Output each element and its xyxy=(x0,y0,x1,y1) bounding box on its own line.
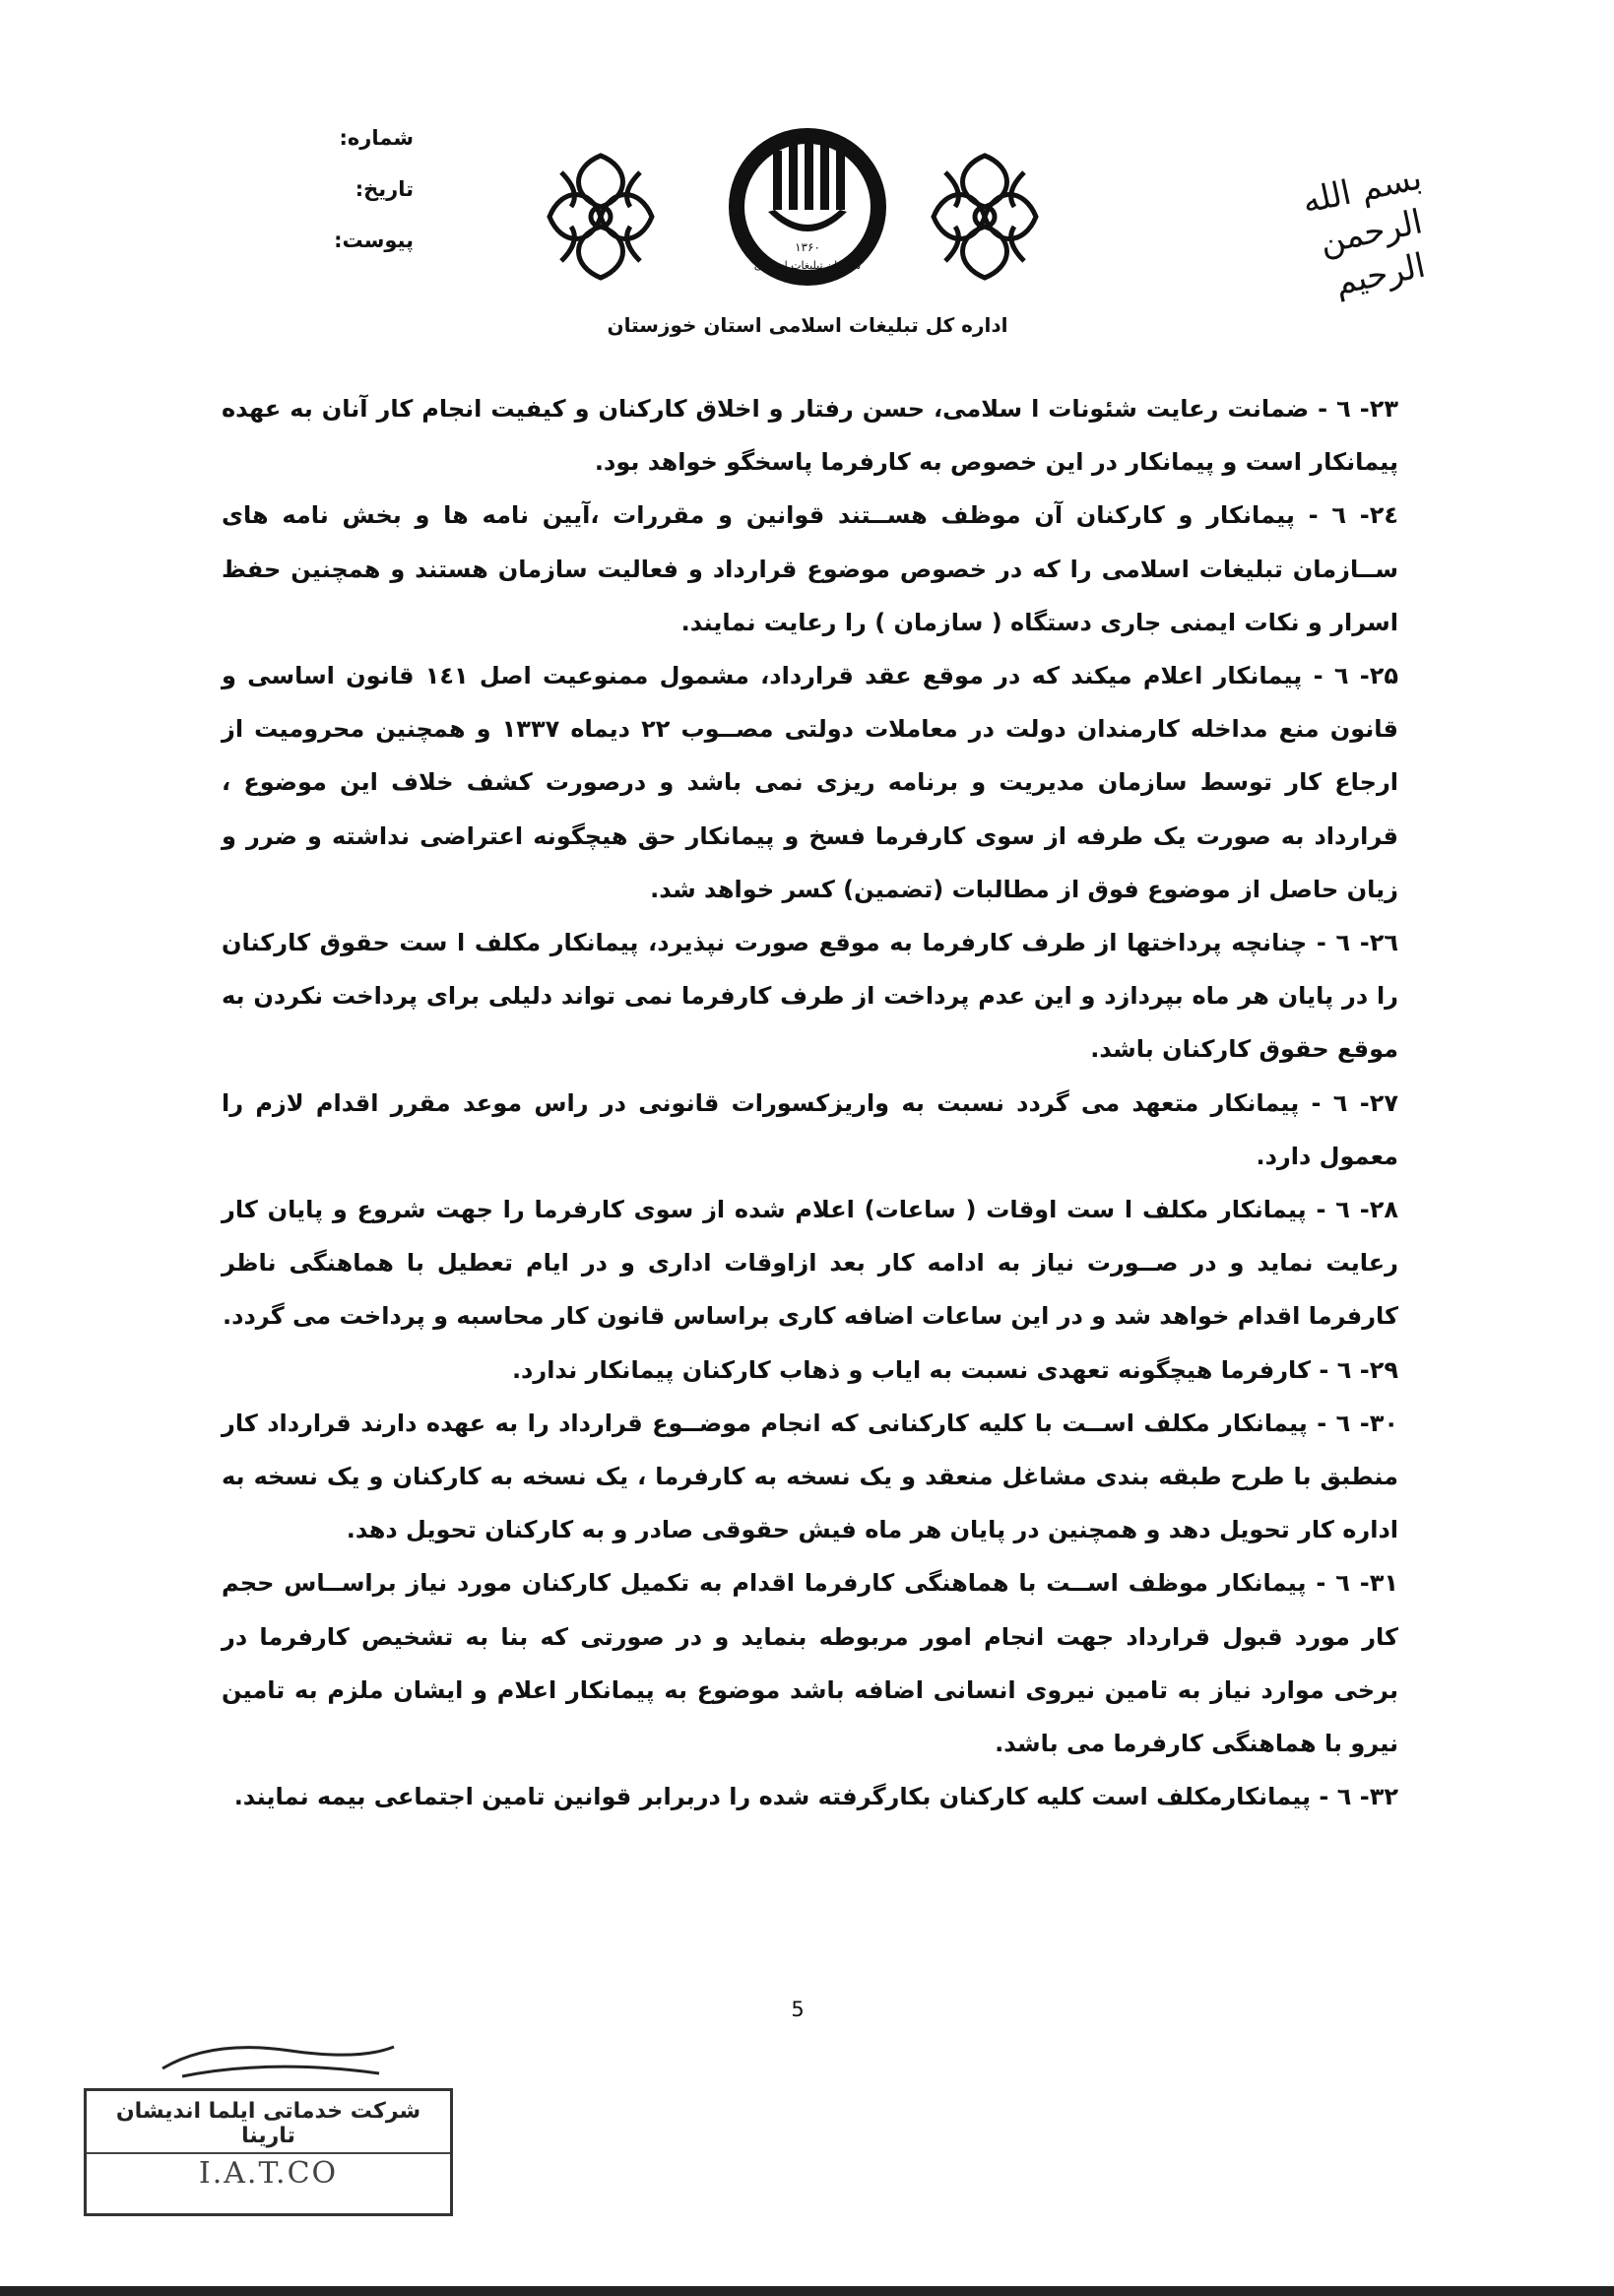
number-label: شماره: xyxy=(339,126,414,150)
clause-32: ۳۲- ٦ - پیمانکارمکلف است کلیه کارکنان بکارگرفته شده را دربرابر قوانین تامین اجتماعی بیمه نمایند. xyxy=(233,1783,1398,1811)
clause-27: ۲۷- ٦ - پیمانکار متعهد می گردد نسبت به واریزکسورات قانونی در راس موعد مقرر اقدام لازم را معمول دارد. xyxy=(222,1088,1398,1170)
ornament-right xyxy=(926,148,1044,286)
date-label: تاریخ: xyxy=(355,177,414,201)
attachment-label: پیوست: xyxy=(334,229,414,252)
page-number: 5 xyxy=(791,1998,805,2021)
clause-30: ۳۰- ٦ - پیمانکار مکلف اســت با کلیه کارکنانی که انجام موضــوع قرارداد را به عهده دارند قرارداد کار منطبق با طرح طبقه بندی مشاغل منعقد و یک نسخه به کارفرما ، یک نسخه به کارکنان و یک نسخه به اداره کار تحویل دهد و همچنین در پایان هر ماه فیش حقوقی صادر و به کارکنان تحویل دهد. xyxy=(222,1409,1398,1544)
clause-24: ۲٤- ٦ - پیمانکار و کارکنان آن موظف هســتند قوانین و مقررات ،آیین نامه ها و بخش نامه های ســازمان تبلیغات اسلامی را که در خصوص موضوع قرارداد و فعالیت سازمان هستند و همچنین حفظ اسرار و نکات ایمنی جاری دستگاه ( سازمان ) را رعایت نمایند. xyxy=(222,501,1399,636)
clause-26: ۲٦- ٦ - چنانچه پرداختها از طرف کارفرما به موقع صورت نپذیرد، پیمانکار مکلف ا ست حقوق کارکنان را در پایان هر ماه بپردازد و این عدم پرداخت از طرف کارفرما نمی تواند دلیلی برای پرداخت نکردن به موقع حقوق کارکنان باشد. xyxy=(222,929,1398,1064)
stamp-box xyxy=(84,2088,453,2216)
clause-28: ۲۸- ٦ - پیمانکار مکلف ا ست اوقات ( ساعات) اعلام شده از سوی کارفرما را جهت شروع و پایان کار رعایت نماید و در صــورت نیاز به ادامه کار بعد ازاوقات اداری و در ایام تعطیل با هماهنگی ناظر کارفرما اقدام خواهد شد و در این ساعات اضافه کاری براساس قانون کار محاسبه و پرداخت می گردد. xyxy=(222,1196,1398,1331)
page-bottom-edge xyxy=(0,2286,1614,2296)
letter-meta xyxy=(236,126,414,280)
organization-logo xyxy=(724,123,891,291)
basmala: بسم الله الرحمن الرحیم xyxy=(1299,158,1429,303)
stamp-company-name: شرکت خدماتی ایلما اندیشان تارینا xyxy=(87,2099,450,2154)
organization-name: اداره کل تبلیغات اسلامی استان خوزستان xyxy=(607,313,1008,337)
company-stamp xyxy=(84,2029,468,2226)
clause-25: ۲۵- ٦ - پیمانکار اعلام میکند که در موقع عقد قرارداد، مشمول ممنوعیت اصل ۱٤۱ قانون اساسی و قانون منع مداخله کارمندان دولت در معاملات دولتی مصــوب ۲۲ دیماه ۱۳۳۷ و همچنین محرومیت از ارجاع کار توسط سازمان مدیریت و برنامه ریزی نمی باشد و درصورت کشف خلاف این موضوع ، قرارداد به صورت یک طرفه از سوی کارفرما فسخ و پیمانکار حق هیچگونه اعتراضی نداشته و ضرر و زیان حاصل از موضوع فوق از مطالبات (تضمین) کسر خواهد شد. xyxy=(222,662,1399,903)
clause-23: ۲۳- ٦ - ضمانت رعایت شئونات ا سلامی، حسن رفتار و اخلاق کارکنان و کیفیت انجام کار آنان به عهده پیمانکار است و پیمانکار در این خصوص به کارفرما پاسخگو خواهد بود. xyxy=(222,395,1399,477)
logo-text: سازمان تبلیغات اسلامی xyxy=(753,259,862,272)
clause-29: ۲۹- ٦ - کارفرما هیچگونه تعهدی نسبت به ایاب و ذهاب کارکنان پیمانکار ندارد. xyxy=(511,1355,1398,1384)
contract-clauses xyxy=(222,382,1398,1823)
ornament-left xyxy=(542,148,660,286)
stamp-abbreviation: I.A.T.CO xyxy=(198,2156,339,2191)
logo-year: ۱۳۶۰ xyxy=(795,240,820,254)
clause-31: ۳۱- ٦ - پیمانکار موظف اســت با هماهنگی کارفرما اقدام به تکمیل کارکنان مورد نیاز براســاس حجم کار مورد قبول قرارداد جهت انجام امور مربوطه بنماید و در صورتی که بنا به تشخیص کارفرما در برخی موارد نیاز به تامین نیروی انسانی اضافه باشد موضوع به پیمانکار اعلام و ایشان ملزم به تامین نیرو با هماهنگی کارفرما می باشد. xyxy=(222,1569,1398,1758)
